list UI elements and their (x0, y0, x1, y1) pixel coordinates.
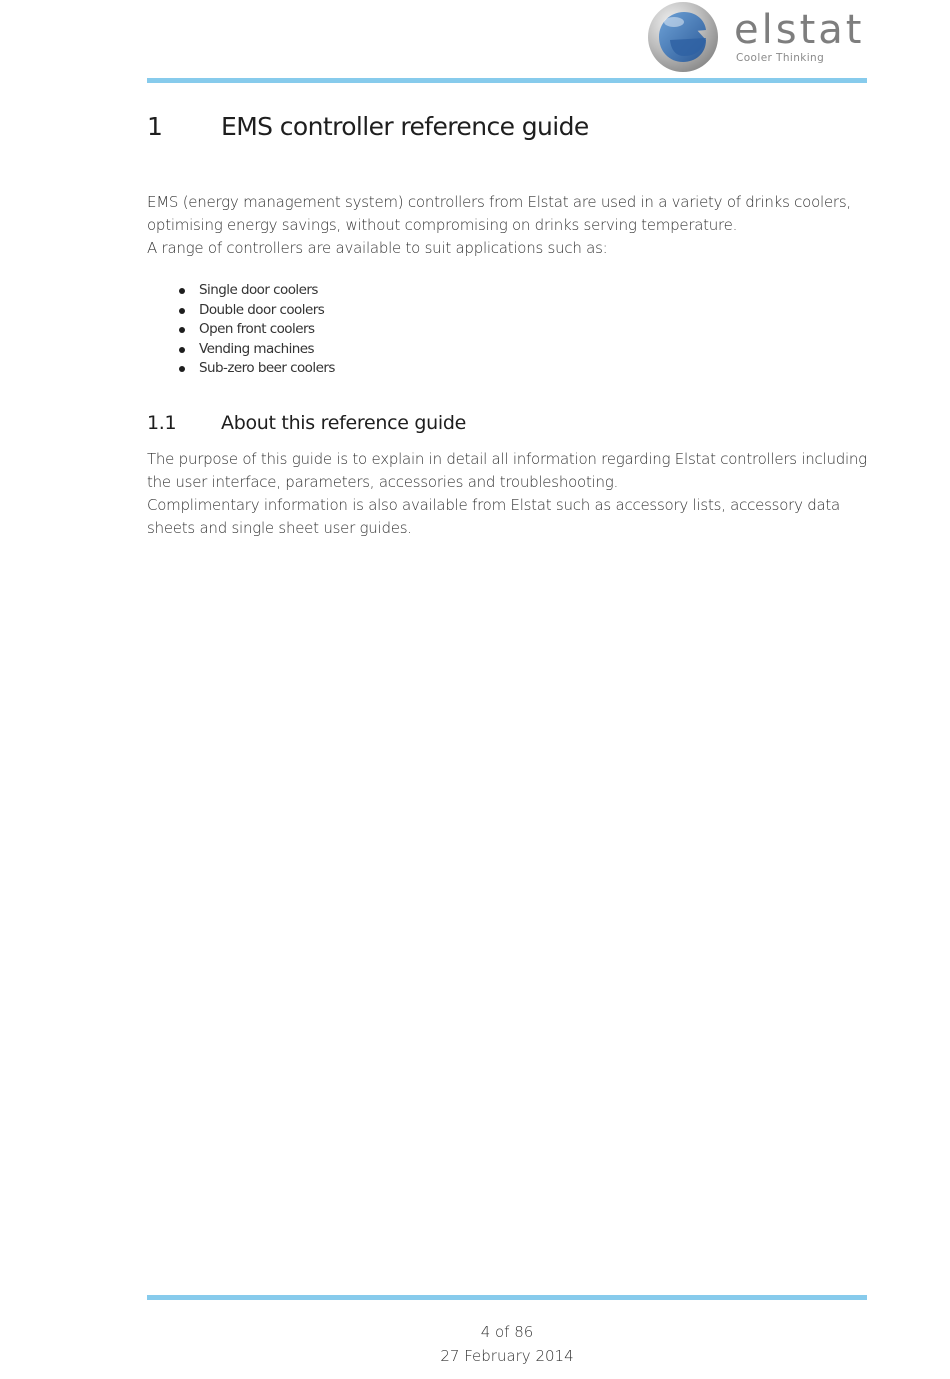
list-item-label: Vending machines (199, 340, 315, 357)
bullet-icon (179, 366, 185, 372)
list-item-label: Open front coolers (199, 321, 315, 338)
about-paragraph (147, 448, 867, 540)
list-item-label: Double door coolers (199, 301, 325, 318)
list-item (178, 301, 335, 321)
list-item-label: Single door coolers (199, 282, 318, 298)
list-item (178, 359, 335, 379)
bullet-icon (179, 308, 185, 314)
intro-paragraph (147, 191, 867, 260)
page-number: 4 of 86 (480, 1323, 534, 1341)
intro-line: optimising energy savings, without compromising on drinks serving temperature. (147, 216, 738, 234)
list-item (178, 320, 335, 340)
document-date: 27 February 2014 (440, 1347, 574, 1365)
applications-list (178, 281, 335, 379)
brand-tagline: Cooler Thinking (736, 52, 825, 64)
elstat-logo (646, 0, 868, 76)
footer-rule (147, 1295, 867, 1300)
subsection-title: About this reference guide (221, 412, 467, 434)
bullet-icon (179, 288, 185, 294)
section-number: 1 (147, 112, 163, 141)
header-rule (147, 78, 867, 83)
about-line: Complimentary information is also available from Elstat such as accessory lists, accessory data (147, 496, 840, 514)
list-item (178, 281, 335, 301)
brand-name: elstat (734, 7, 865, 53)
list-item-label: Sub-zero beer coolers (199, 360, 335, 377)
section-title: EMS controller reference guide (221, 112, 589, 141)
about-line: the user interface, parameters, accessories and troubleshooting. (147, 473, 619, 491)
list-item (178, 340, 335, 360)
bullet-icon (179, 327, 185, 333)
bullet-icon (179, 347, 185, 353)
intro-line: EMS (energy management system) controllers from Elstat are used in a variety of drinks coolers, (147, 193, 851, 211)
intro-line: A range of controllers are available to suit applications such as: (147, 239, 608, 257)
page-footer (147, 1320, 867, 1368)
about-line: sheets and single sheet user guides. (147, 519, 412, 537)
elstat-e-logo-icon (646, 0, 720, 74)
about-line: The purpose of this guide is to explain in detail all information regarding Elstat controllers including (147, 450, 867, 468)
subsection-number: 1.1 (147, 412, 177, 434)
